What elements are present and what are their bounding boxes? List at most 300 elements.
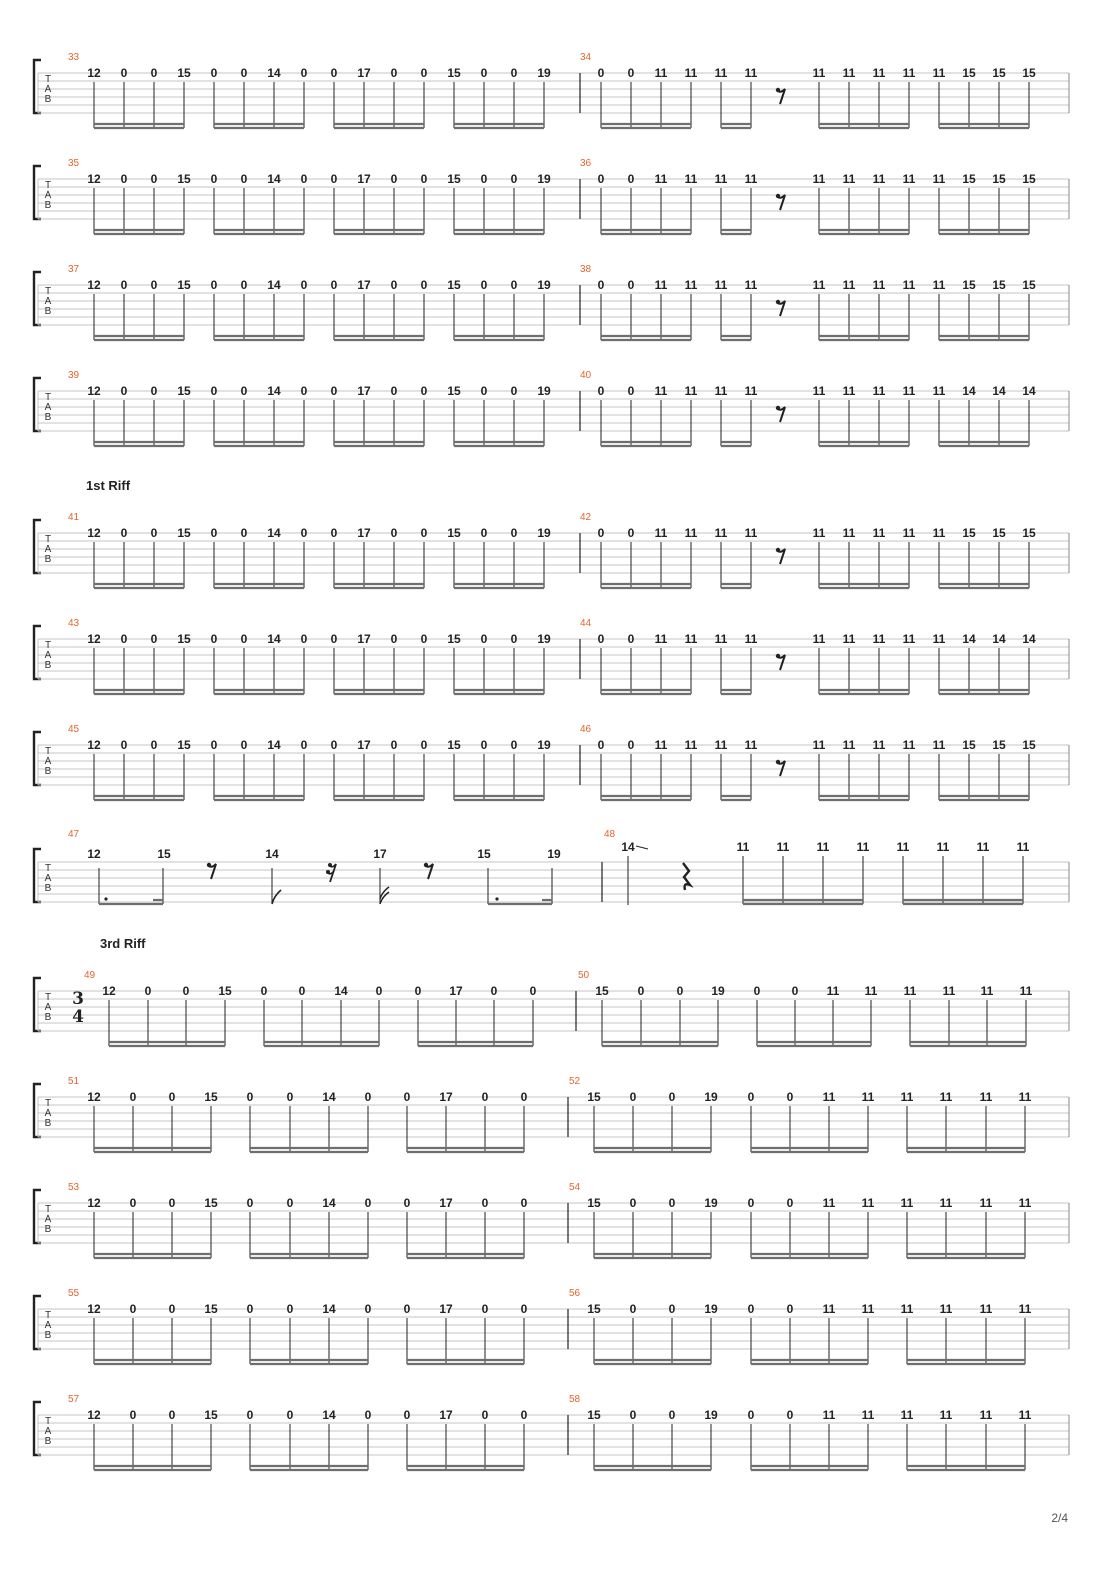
fret-number: 0	[627, 278, 635, 292]
fret-number: 17	[373, 847, 387, 861]
measure-number: 36	[580, 158, 592, 169]
fret-number: 11	[684, 738, 698, 752]
fret-number: 0	[246, 1408, 254, 1422]
tab-clef-letter: A	[44, 873, 52, 884]
tab-clef	[45, 180, 52, 211]
fret-number: 0	[240, 172, 248, 186]
staff-lines	[38, 1097, 1069, 1137]
fret-number: 0	[300, 172, 308, 186]
tab-clef	[45, 1098, 52, 1129]
tab-clef	[45, 74, 52, 105]
fret-number: 11	[744, 632, 758, 646]
fret-number: 0	[414, 984, 422, 998]
fret-number: 11	[932, 66, 946, 80]
measure-number: 58	[569, 1394, 581, 1405]
fret-number: 0	[480, 632, 488, 646]
fret-number: 0	[629, 1302, 637, 1316]
fret-number: 0	[627, 738, 635, 752]
fret-number: 11	[812, 66, 826, 80]
fret-number: 0	[210, 526, 218, 540]
fret-number: 0	[420, 738, 428, 752]
tab-clef-letter: B	[44, 200, 52, 211]
fret-number: 0	[168, 1302, 176, 1316]
fret-number: 15	[177, 526, 191, 540]
fret-number: 0	[403, 1302, 411, 1316]
fret-number: 11	[872, 172, 886, 186]
fret-number: 11	[900, 1196, 914, 1210]
fret-number: 0	[150, 172, 158, 186]
fret-number: 0	[246, 1090, 254, 1104]
fret-number: 17	[357, 632, 371, 646]
fret-number: 15	[177, 632, 191, 646]
fret-number: 0	[210, 172, 218, 186]
measure-number: 44	[580, 618, 592, 629]
fret-number: 12	[87, 1408, 101, 1422]
fret-number: 0	[390, 738, 398, 752]
fret-number: 0	[300, 632, 308, 646]
fret-number: 11	[812, 526, 826, 540]
fret-number: 11	[902, 66, 916, 80]
tab-system	[34, 52, 1069, 128]
fret-number: 0	[668, 1408, 676, 1422]
time-signature-bottom: 4	[72, 1007, 84, 1027]
eighth-rest-dot	[776, 654, 780, 658]
sixteenth-rest-dot	[328, 863, 332, 867]
fret-number: 0	[597, 526, 605, 540]
tab-system	[34, 1394, 1069, 1470]
tab-system	[34, 512, 1069, 588]
fret-number: 11	[979, 1302, 993, 1316]
fret-number: 11	[776, 840, 790, 854]
fret-number: 11	[812, 278, 826, 292]
fret-number: 0	[480, 384, 488, 398]
fret-number: 0	[629, 1196, 637, 1210]
fret-number: 0	[480, 66, 488, 80]
fret-number: 15	[1022, 66, 1036, 80]
staff-lines	[38, 862, 1069, 902]
fret-number: 11	[744, 384, 758, 398]
fret-number: 19	[537, 526, 551, 540]
fret-number: 12	[87, 847, 101, 861]
tab-clef	[45, 1310, 52, 1341]
fret-number: 15	[992, 278, 1006, 292]
fret-number: 14	[621, 840, 635, 854]
fret-number: 19	[704, 1302, 718, 1316]
tab-clef-letter: T	[44, 1310, 52, 1321]
fret-number: 11	[1019, 984, 1033, 998]
fret-number: 15	[992, 526, 1006, 540]
fret-number: 0	[480, 526, 488, 540]
fret-number: 14	[992, 632, 1006, 646]
fret-number: 0	[668, 1090, 676, 1104]
fret-number: 17	[357, 66, 371, 80]
eighth-rest-dot	[776, 406, 780, 410]
fret-number: 11	[902, 526, 916, 540]
fret-number: 14	[322, 1196, 336, 1210]
fret-number: 11	[976, 840, 990, 854]
fret-number: 0	[627, 172, 635, 186]
fret-number: 11	[939, 1408, 953, 1422]
fret-number: 15	[447, 526, 461, 540]
fret-number: 15	[1022, 278, 1036, 292]
fret-number: 11	[900, 1302, 914, 1316]
fret-number: 11	[932, 526, 946, 540]
fret-number: 11	[872, 384, 886, 398]
fret-number: 12	[87, 526, 101, 540]
fret-number: 0	[298, 984, 306, 998]
tab-clef-letter: A	[44, 650, 52, 661]
fret-number: 0	[480, 278, 488, 292]
fret-number: 0	[420, 278, 428, 292]
fret-number: 11	[812, 632, 826, 646]
fret-number: 15	[177, 278, 191, 292]
fret-number: 11	[979, 1196, 993, 1210]
tab-clef-letter: T	[44, 746, 52, 757]
fret-number: 11	[936, 840, 950, 854]
fret-number: 11	[872, 526, 886, 540]
fret-number: 0	[520, 1196, 528, 1210]
fret-number: 15	[204, 1196, 218, 1210]
fret-number: 0	[747, 1196, 755, 1210]
fret-number: 0	[286, 1408, 294, 1422]
fret-number: 11	[822, 1302, 836, 1316]
fret-number: 0	[629, 1090, 637, 1104]
fret-number: 15	[204, 1090, 218, 1104]
fret-number: 0	[490, 984, 498, 998]
fret-number: 0	[786, 1090, 794, 1104]
measure-number: 43	[68, 618, 80, 629]
staff-lines	[38, 1309, 1069, 1349]
tab-clef-letter: A	[44, 1426, 52, 1437]
fret-number: 11	[902, 738, 916, 752]
fret-number: 11	[816, 840, 830, 854]
fret-number: 0	[627, 632, 635, 646]
measure-number: 37	[68, 264, 80, 275]
fret-number: 0	[597, 66, 605, 80]
fret-number: 0	[150, 384, 158, 398]
tab-clef-letter: B	[44, 1224, 52, 1235]
fret-number: 0	[668, 1302, 676, 1316]
fret-number: 0	[597, 384, 605, 398]
fret-number: 11	[900, 1090, 914, 1104]
fret-number: 11	[842, 66, 856, 80]
fret-number: 11	[822, 1196, 836, 1210]
fret-number: 15	[587, 1090, 601, 1104]
tab-clef-letter: A	[44, 1002, 52, 1013]
fret-number: 0	[403, 1408, 411, 1422]
fret-number: 0	[629, 1408, 637, 1422]
tab-clef-letter: T	[44, 74, 52, 85]
fret-number: 0	[403, 1090, 411, 1104]
fret-number: 0	[390, 66, 398, 80]
dot	[104, 897, 107, 900]
fret-number: 12	[87, 1090, 101, 1104]
tab-system	[34, 1288, 1069, 1364]
eighth-rest-dot	[776, 88, 780, 92]
fret-number: 0	[786, 1196, 794, 1210]
fret-number: 11	[714, 632, 728, 646]
fret-number: 15	[992, 738, 1006, 752]
fret-number: 11	[744, 526, 758, 540]
fret-number: 0	[420, 526, 428, 540]
fret-number: 15	[218, 984, 232, 998]
fret-number: 0	[210, 384, 218, 398]
fret-number: 19	[537, 278, 551, 292]
fret-number: 0	[510, 66, 518, 80]
fret-number: 15	[177, 66, 191, 80]
fret-number: 0	[120, 632, 128, 646]
fret-number: 15	[992, 172, 1006, 186]
tab-system	[34, 970, 1069, 1046]
measure	[87, 847, 561, 904]
fret-number: 0	[597, 278, 605, 292]
fret-number: 0	[330, 738, 338, 752]
fret-number: 0	[420, 66, 428, 80]
tab-clef-letter: T	[44, 863, 52, 874]
fret-number: 15	[587, 1408, 601, 1422]
measure	[621, 840, 1029, 905]
fret-number: 0	[753, 984, 761, 998]
fret-number: 17	[357, 384, 371, 398]
fret-number: 11	[902, 384, 916, 398]
tab-clef-letter: B	[44, 306, 52, 317]
tab-clef-letter: T	[44, 1204, 52, 1215]
fret-number: 12	[87, 1302, 101, 1316]
fret-number: 11	[1018, 1196, 1032, 1210]
fret-number: 0	[182, 984, 190, 998]
tab-clef-letter: T	[44, 992, 52, 1003]
tab-system	[34, 618, 1069, 694]
fret-number: 15	[595, 984, 609, 998]
fret-number: 11	[1018, 1302, 1032, 1316]
fret-number: 0	[627, 66, 635, 80]
fret-number: 15	[477, 847, 491, 861]
fret-number: 11	[842, 526, 856, 540]
fret-number: 0	[627, 384, 635, 398]
tab-clef-letter: T	[44, 1416, 52, 1427]
fret-number: 19	[537, 632, 551, 646]
fret-number: 11	[842, 278, 856, 292]
fret-number: 19	[537, 172, 551, 186]
eighth-rest-dot	[424, 863, 428, 867]
tab-clef-letter: B	[44, 1012, 52, 1023]
fret-number: 19	[537, 66, 551, 80]
fret-number: 0	[330, 632, 338, 646]
fret-number: 14	[322, 1090, 336, 1104]
measure-number: 33	[68, 52, 80, 63]
fret-number: 11	[842, 172, 856, 186]
fret-number: 0	[120, 172, 128, 186]
tab-clef-letter: A	[44, 296, 52, 307]
tab-system	[34, 370, 1069, 446]
measure-number: 35	[68, 158, 80, 169]
fret-number: 14	[334, 984, 348, 998]
tab-clef	[45, 746, 52, 777]
fret-number: 0	[480, 738, 488, 752]
fret-number: 0	[150, 66, 158, 80]
staff-lines	[38, 1415, 1069, 1455]
fret-number: 0	[168, 1196, 176, 1210]
tab-clef-letter: T	[44, 534, 52, 545]
fret-number: 12	[87, 632, 101, 646]
fret-number: 11	[903, 984, 917, 998]
fret-number: 11	[979, 1408, 993, 1422]
tab-clef-letter: A	[44, 756, 52, 767]
fret-number: 11	[812, 738, 826, 752]
fret-number: 12	[87, 384, 101, 398]
tab-clef-letter: B	[44, 1118, 52, 1129]
fret-number: 0	[210, 632, 218, 646]
section-label-3rd-riff: 3rd Riff	[100, 936, 146, 951]
fret-number: 0	[300, 278, 308, 292]
fret-number: 0	[120, 384, 128, 398]
fret-number: 19	[537, 384, 551, 398]
fret-number: 0	[510, 384, 518, 398]
fret-number: 19	[704, 1408, 718, 1422]
fret-number: 15	[447, 738, 461, 752]
fret-number: 11	[1018, 1090, 1032, 1104]
fret-number: 14	[322, 1302, 336, 1316]
fret-number: 0	[597, 172, 605, 186]
fret-number: 0	[627, 526, 635, 540]
tab-clef-letter: T	[44, 180, 52, 191]
fret-number: 0	[481, 1196, 489, 1210]
tab-clef-letter: A	[44, 544, 52, 555]
page-number: 2/4	[1051, 1511, 1068, 1525]
fret-number: 0	[286, 1090, 294, 1104]
fret-number: 11	[872, 278, 886, 292]
tab-clef-letter: B	[44, 660, 52, 671]
fret-number: 11	[684, 384, 698, 398]
measure-number: 51	[68, 1076, 80, 1087]
fret-number: 0	[786, 1408, 794, 1422]
fret-number: 17	[357, 738, 371, 752]
fret-number: 0	[364, 1090, 372, 1104]
fret-number: 0	[120, 66, 128, 80]
fret-number: 11	[939, 1196, 953, 1210]
fret-number: 14	[962, 384, 976, 398]
fret-number: 0	[510, 526, 518, 540]
measure-number: 38	[580, 264, 592, 275]
fret-number: 19	[711, 984, 725, 998]
fret-number: 0	[129, 1302, 137, 1316]
fret-number: 11	[932, 172, 946, 186]
fret-number: 15	[1022, 526, 1036, 540]
fret-number: 15	[962, 172, 976, 186]
fret-number: 15	[177, 384, 191, 398]
fret-number: 11	[684, 632, 698, 646]
fret-number: 0	[330, 172, 338, 186]
fret-number: 11	[684, 526, 698, 540]
tab-clef	[45, 992, 52, 1023]
measure-number: 41	[68, 512, 80, 523]
fret-number: 0	[364, 1408, 372, 1422]
fret-number: 12	[87, 738, 101, 752]
tab-clef	[45, 863, 52, 894]
fret-number: 0	[120, 738, 128, 752]
fret-number: 11	[1016, 840, 1030, 854]
measure-number: 45	[68, 724, 80, 735]
fret-number: 0	[210, 278, 218, 292]
fret-number: 0	[364, 1196, 372, 1210]
fret-number: 14	[267, 526, 281, 540]
fret-number: 0	[150, 738, 158, 752]
fret-number: 11	[1018, 1408, 1032, 1422]
fret-number: 14	[1022, 384, 1036, 398]
fret-number: 11	[842, 632, 856, 646]
tab-clef-letter: B	[44, 94, 52, 105]
tab-clef	[45, 1416, 52, 1447]
fret-number: 12	[87, 172, 101, 186]
measure-number: 34	[580, 52, 592, 63]
fret-number: 0	[240, 66, 248, 80]
fret-number: 11	[714, 384, 728, 398]
tab-clef-letter: B	[44, 1436, 52, 1447]
tab-system	[34, 158, 1069, 234]
fret-number: 0	[510, 632, 518, 646]
fret-number: 0	[240, 384, 248, 398]
fret-number: 15	[962, 526, 976, 540]
fret-number: 0	[668, 1196, 676, 1210]
fret-number: 11	[822, 1090, 836, 1104]
tab-clef	[45, 1204, 52, 1235]
fret-number: 11	[684, 66, 698, 80]
fret-number: 15	[177, 172, 191, 186]
fret-number: 17	[439, 1408, 453, 1422]
fret-number: 11	[872, 632, 886, 646]
dot	[495, 897, 498, 900]
fret-number: 0	[240, 738, 248, 752]
fret-number: 11	[812, 172, 826, 186]
fret-number: 0	[300, 66, 308, 80]
fret-number: 15	[587, 1196, 601, 1210]
measure-number: 39	[68, 370, 80, 381]
measure-number: 53	[68, 1182, 80, 1193]
tab-clef-letter: T	[44, 392, 52, 403]
fret-number: 0	[481, 1408, 489, 1422]
fret-number: 14	[267, 738, 281, 752]
section-label-1st-riff: 1st Riff	[86, 478, 131, 493]
fret-number: 19	[547, 847, 561, 861]
fret-number: 11	[654, 632, 668, 646]
fret-number: 11	[902, 278, 916, 292]
fret-number: 0	[510, 278, 518, 292]
fret-number: 0	[390, 384, 398, 398]
fret-number: 11	[902, 632, 916, 646]
fret-number: 17	[439, 1090, 453, 1104]
measure-number: 54	[569, 1182, 581, 1193]
fret-number: 0	[390, 278, 398, 292]
tab-clef-letter: A	[44, 1108, 52, 1119]
fret-number: 0	[520, 1090, 528, 1104]
fret-number: 11	[714, 526, 728, 540]
fret-number: 0	[210, 738, 218, 752]
fret-number: 11	[714, 738, 728, 752]
fret-number: 14	[267, 172, 281, 186]
fret-number: 15	[157, 847, 171, 861]
fret-number: 11	[932, 632, 946, 646]
fret-number: 11	[684, 172, 698, 186]
fret-number: 19	[704, 1196, 718, 1210]
fret-number: 15	[1022, 172, 1036, 186]
tab-clef-letter: A	[44, 1214, 52, 1225]
fret-number: 0	[375, 984, 383, 998]
eighth-rest-dot	[207, 863, 211, 867]
fret-number: 17	[439, 1302, 453, 1316]
tab-system	[34, 724, 1069, 800]
fret-number: 11	[932, 384, 946, 398]
fret-number: 0	[246, 1196, 254, 1210]
